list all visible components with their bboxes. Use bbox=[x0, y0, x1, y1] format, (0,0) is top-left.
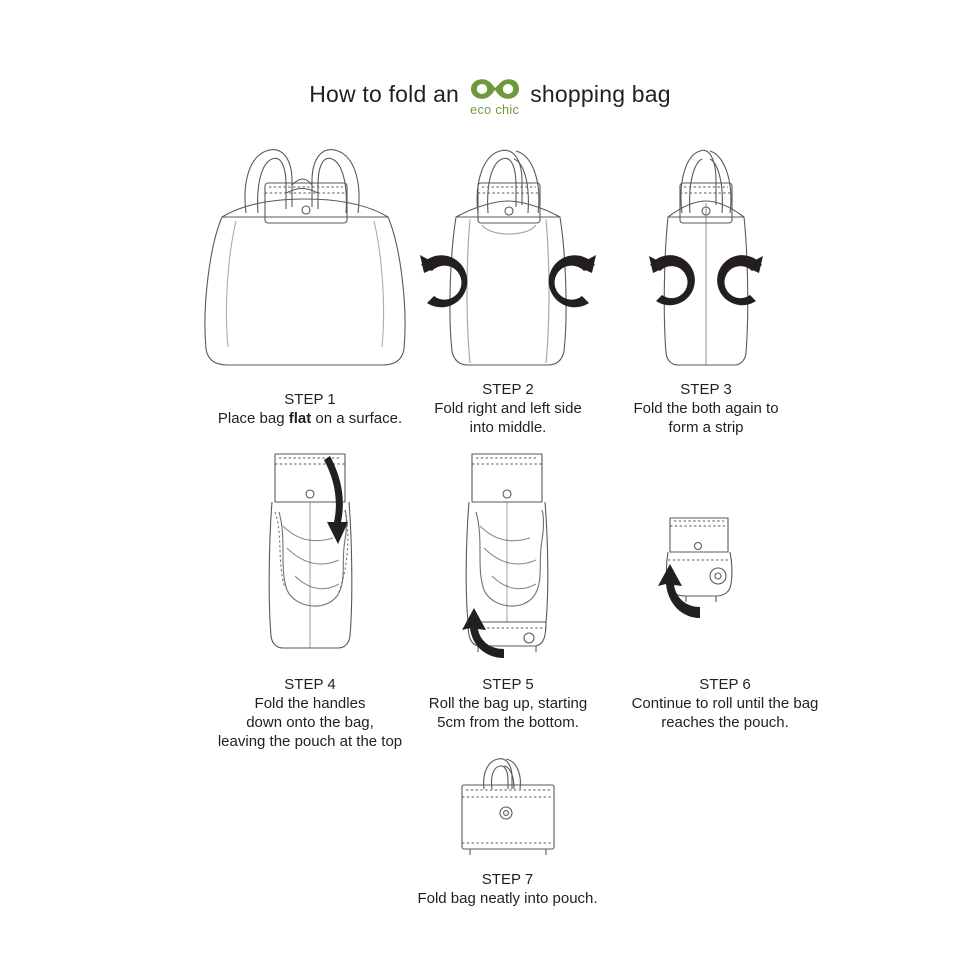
page-title bbox=[0, 74, 980, 115]
step-3-label: STEP 3 bbox=[680, 381, 732, 398]
bag-folded-sides-illustration bbox=[408, 125, 608, 380]
step-4-label: STEP 4 bbox=[284, 676, 336, 693]
step-4-line-3: leaving the pouch at the top bbox=[217, 733, 403, 750]
step-7-line-1: Fold bag neatly into pouch. bbox=[417, 890, 598, 907]
step-2-line-1: Fold right and left side bbox=[434, 400, 582, 417]
step-7-label: STEP 7 bbox=[481, 871, 534, 888]
title-text-before: How to fold an bbox=[309, 81, 466, 107]
step-5-label: STEP 5 bbox=[482, 676, 534, 693]
bag-strip-illustration bbox=[606, 125, 806, 380]
step-6-label: STEP 6 bbox=[699, 676, 751, 693]
step-1-label: STEP 1 bbox=[284, 391, 336, 408]
fold-arrow-right bbox=[549, 255, 596, 307]
step-1-bold: flat bbox=[288, 410, 312, 427]
step-4-line-1: Fold the handles bbox=[254, 695, 366, 712]
step-7-caption bbox=[400, 870, 615, 908]
eco-chic-logo bbox=[468, 76, 522, 117]
step-6-line-1: Continue to roll until the bag bbox=[631, 695, 819, 712]
fold-arrow-left bbox=[649, 255, 695, 305]
step-4-caption bbox=[175, 675, 445, 751]
step-1-text-b: on a surface. bbox=[311, 410, 403, 427]
step-4 bbox=[175, 440, 445, 751]
step-5-caption bbox=[408, 675, 608, 732]
step-6-line-2: reaches the pouch. bbox=[661, 714, 789, 731]
brand-name: eco chic bbox=[470, 103, 520, 117]
fold-down-arrow bbox=[324, 456, 348, 544]
infinity-leaf-icon bbox=[468, 76, 522, 102]
title-text-after: shopping bag bbox=[523, 81, 671, 107]
step-6-caption bbox=[590, 675, 860, 732]
step-2 bbox=[408, 125, 608, 437]
fold-arrow-left bbox=[420, 255, 467, 307]
step-5-line-1: Roll the bag up, starting bbox=[428, 695, 588, 712]
step-3-line-2: form a strip bbox=[668, 419, 744, 436]
step-6 bbox=[590, 500, 860, 732]
fold-arrow-right bbox=[717, 255, 763, 305]
step-7 bbox=[400, 755, 615, 908]
roll-continue-arrow bbox=[658, 564, 700, 618]
step-2-line-2: into middle. bbox=[469, 419, 547, 436]
step-3 bbox=[606, 125, 806, 437]
step-3-line-1: Fold the both again to bbox=[633, 400, 779, 417]
bag-in-pouch-illustration bbox=[400, 755, 615, 870]
bag-rolled-small-illustration bbox=[590, 500, 860, 675]
step-2-label: STEP 2 bbox=[482, 381, 534, 398]
step-5-line-2: 5cm from the bottom. bbox=[437, 714, 579, 731]
step-1-text-a: Place bag bbox=[217, 410, 289, 427]
bag-handles-down-illustration bbox=[175, 440, 445, 675]
step-2-caption bbox=[408, 380, 608, 437]
step-4-line-2: down onto the bag, bbox=[246, 714, 374, 731]
bag-rolling-up-illustration bbox=[408, 440, 608, 675]
step-5 bbox=[408, 440, 608, 732]
step-3-caption bbox=[606, 380, 806, 437]
